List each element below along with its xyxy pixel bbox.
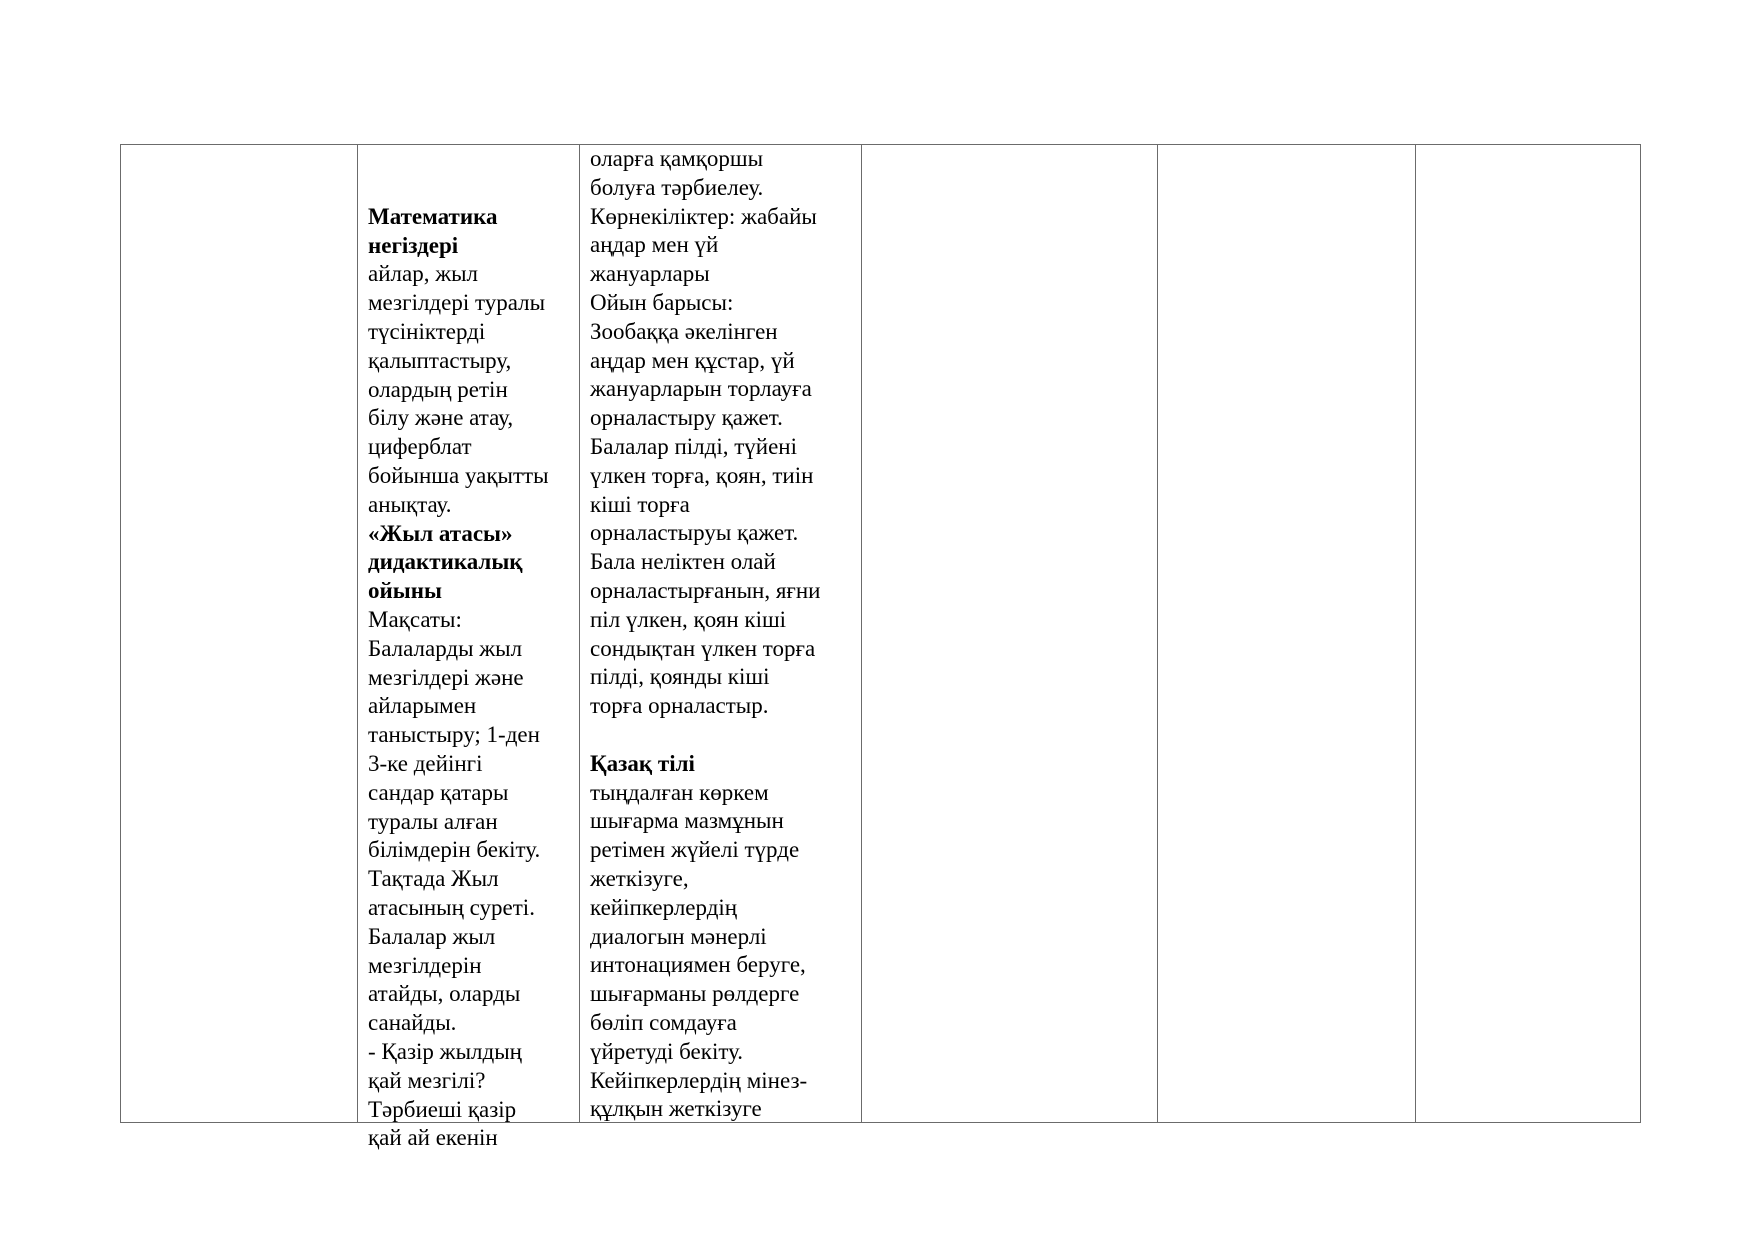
text-line: олардың ретін (368, 376, 508, 402)
text-line: таныстыру; 1-ден (368, 722, 540, 748)
text-line: тыңдалған көркем (590, 779, 769, 805)
table-cell-col1 (121, 145, 357, 1122)
text-line: туралы алған (368, 808, 498, 834)
text-line: бөліп сомдауға (590, 1009, 737, 1035)
text-line: атайды, оларды (368, 981, 521, 1007)
text-line: Балалар жыл (368, 923, 496, 949)
table-cell-col4 (862, 145, 1156, 1122)
text-line: үйретуді бекіту. (590, 1038, 744, 1064)
section-heading-line: дидактикалық (368, 549, 523, 575)
text-line: орналастыру қажет. (590, 405, 783, 431)
text-line: аңдар мен құстар, үй (590, 347, 795, 373)
text-line: орналастырғанын, яғни (590, 577, 821, 603)
text-line: қалыптастыру, (368, 347, 512, 373)
text-line: пілді, қоянды кіші (590, 664, 770, 690)
text-line: түсініктерді (368, 318, 486, 344)
text-line: шығарманы рөлдерге (590, 981, 800, 1007)
text-line: Кейіпкерлердің мінез- (590, 1067, 808, 1093)
text-line: шығарма мазмұнын (590, 808, 784, 834)
text-line: Тәрбиеші қазір (368, 1096, 517, 1122)
section-heading-line: Математика (368, 203, 498, 229)
text-line: мезгілдерін (368, 952, 482, 978)
text-line: атасының суреті. (368, 894, 535, 920)
section-heading-line: «Жыл атасы» (368, 520, 513, 546)
section-heading-line: Қазақ тілі (590, 750, 695, 776)
text-line: үлкен торға, қоян, тиін (590, 462, 814, 488)
text-line: жануарларын торлауға (590, 376, 812, 402)
text-line: мезгілдері және (368, 664, 524, 690)
lesson-plan-table (120, 144, 1641, 1151)
table-cell-col6 (1416, 145, 1642, 1122)
text-line: болуға тәрбиелеу. (590, 174, 764, 200)
text-line: білімдерін бекіту. (368, 837, 541, 863)
text-line: 3-ке дейінгі (368, 750, 483, 776)
text-line: торға орналастыр. (590, 693, 769, 719)
text-line: оларға қамқоршы (590, 146, 764, 171)
text-line: анықтау. (368, 491, 452, 517)
text-line (368, 174, 574, 203)
text-line: айларымен (368, 693, 477, 719)
text-line: санайды. (368, 1010, 457, 1036)
text-line: Ойын барысы: (590, 289, 734, 315)
text-line: білу және атау, (368, 405, 514, 431)
text-line: кейіпкерлердің (590, 894, 738, 920)
text-line: қай мезгілі? (368, 1067, 486, 1093)
column-divider (579, 145, 580, 1122)
text-line: қай ай екенін (368, 1125, 498, 1151)
text-line (590, 721, 858, 750)
section-heading-line: негіздері (368, 232, 459, 258)
text-line: аңдар мен үй (590, 232, 719, 258)
text-line: піл үлкен, қоян кіші (590, 606, 787, 632)
text-line: сондықтан үлкен торға (590, 635, 816, 661)
text-line: жануарлары (590, 261, 710, 287)
text-line: Балаларды жыл (368, 635, 523, 661)
text-line: Бала неліктен олай (590, 549, 776, 575)
text-line: кіші торға (590, 491, 690, 517)
text-line: Балалар пілді, түйені (590, 433, 797, 459)
table-cell-game-and-kazakh (590, 145, 858, 1122)
text-line: - Қазір жылдың (368, 1038, 522, 1064)
text-line: жеткізуге, (590, 865, 689, 891)
text-line: Зообаққа әкелінген (590, 318, 778, 344)
text-line: айлар, жыл (368, 261, 479, 287)
text-line: құлқын жеткізуге (590, 1096, 762, 1122)
text-line: Мақсаты: (368, 606, 462, 632)
text-line: бойынша уақытты (368, 462, 549, 488)
text-line: орналастыруы қажет. (590, 520, 799, 546)
text-line: Көрнекіліктер: жабайы (590, 203, 817, 229)
text-line: мезгілдері туралы (368, 290, 546, 316)
section-heading-line: ойыны (368, 578, 442, 604)
text-line: циферблат (368, 434, 472, 460)
text-line: интонациямен беруге, (590, 952, 806, 978)
text-line: ретімен жүйелі түрде (590, 837, 800, 863)
column-divider (357, 145, 358, 1122)
table-cell-col5 (1158, 145, 1414, 1122)
text-line: сандар қатары (368, 779, 509, 805)
text-line: Тақтада Жыл (368, 866, 499, 892)
table-cell-mathematics (368, 145, 574, 1151)
text-line: диалогын мәнерлі (590, 923, 767, 949)
